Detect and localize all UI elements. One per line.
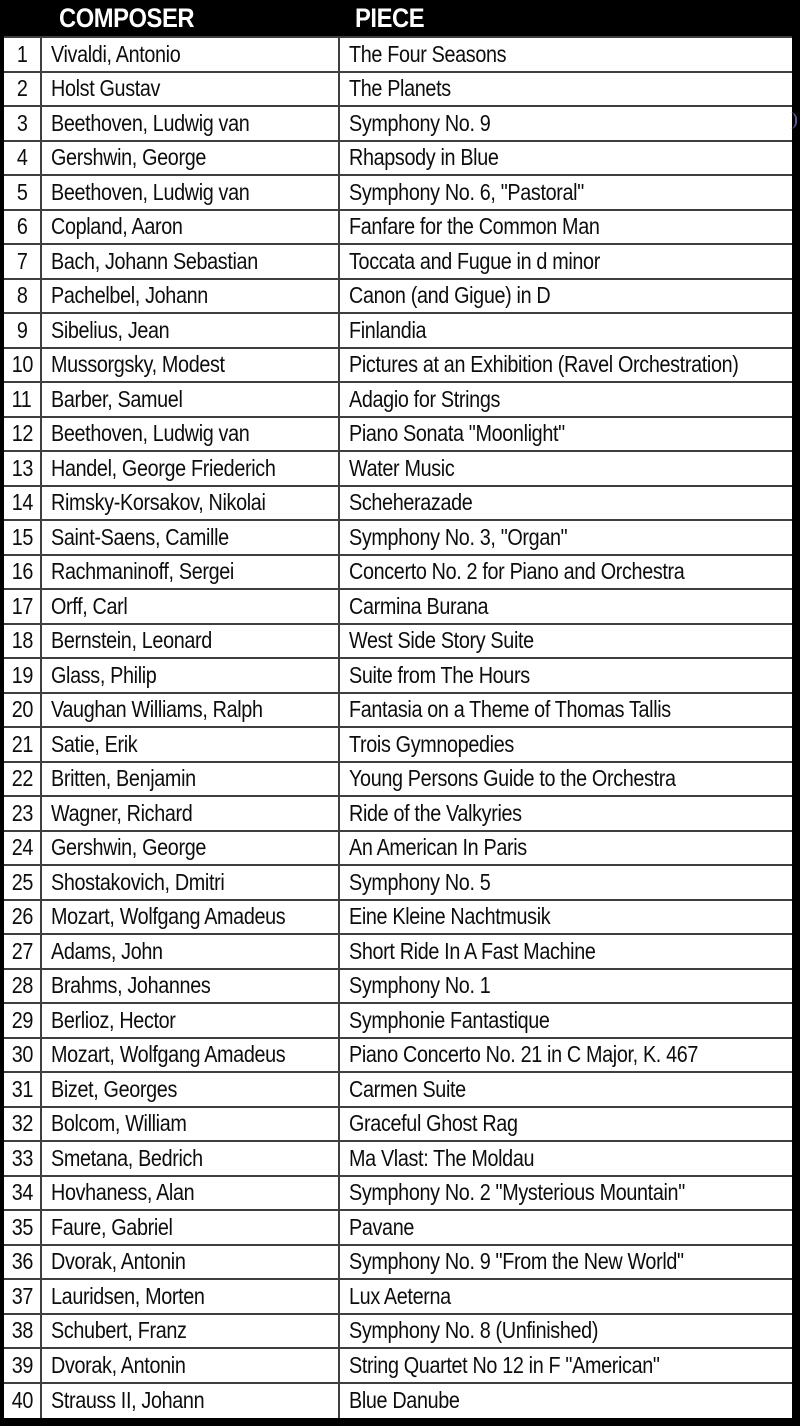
row-number-cell <box>4 38 42 71</box>
piece-name: Fantasia on a Theme of Thomas Tallis <box>349 696 671 723</box>
row-number: 10 <box>11 351 33 378</box>
row-number-cell <box>4 349 42 382</box>
number-column-header <box>4 0 42 36</box>
piece-cell <box>340 832 792 865</box>
piece-name: Carmen Suite <box>349 1075 466 1102</box>
table-row <box>4 280 792 315</box>
composer-name: Bizet, Georges <box>51 1075 178 1102</box>
table-row <box>4 383 792 418</box>
row-number: 9 <box>16 316 28 343</box>
row-number: 33 <box>11 1144 33 1171</box>
piece-cell <box>340 176 792 209</box>
piece-name: The Planets <box>349 75 451 102</box>
composer-name: Shostakovich, Dmitri <box>51 868 225 895</box>
composer-name: Smetana, Bedrich <box>51 1144 203 1171</box>
row-number: 31 <box>11 1075 33 1102</box>
piece-column-header <box>340 0 792 36</box>
piece-cell <box>340 314 792 347</box>
composer-name: Rachmaninoff, Sergei <box>51 558 234 585</box>
row-number-cell <box>4 142 42 175</box>
row-number: 26 <box>11 903 33 930</box>
table-row <box>4 1246 792 1281</box>
row-number-cell <box>4 590 42 623</box>
composer-name: Wagner, Richard <box>51 799 193 826</box>
composer-name: Bolcom, William <box>51 1110 187 1137</box>
table-row <box>4 176 792 211</box>
table-header <box>4 0 792 36</box>
composer-name: Holst Gustav <box>51 75 161 102</box>
row-number: 20 <box>11 696 33 723</box>
row-number: 29 <box>11 1006 33 1033</box>
piece-name: Short Ride In A Fast Machine <box>349 937 596 964</box>
table-row <box>4 797 792 832</box>
table-row <box>4 1211 792 1246</box>
composer-name: Bach, Johann Sebastian <box>51 247 258 274</box>
composer-name: Sibelius, Jean <box>51 316 170 343</box>
piece-cell <box>340 1073 792 1106</box>
row-number: 27 <box>11 937 33 964</box>
composer-name: Satie, Erik <box>51 730 138 757</box>
row-number-cell <box>4 1384 42 1419</box>
row-number: 39 <box>11 1351 33 1378</box>
piece-name: An American In Paris <box>349 834 527 861</box>
row-number: 5 <box>16 178 28 205</box>
table-row <box>4 349 792 384</box>
piece-cell <box>340 590 792 623</box>
row-number: 19 <box>11 661 33 688</box>
row-number: 13 <box>11 454 33 481</box>
row-number-cell <box>4 659 42 692</box>
table-row <box>4 73 792 108</box>
row-number: 23 <box>11 799 33 826</box>
row-number: 17 <box>11 592 33 619</box>
table-row <box>4 107 792 142</box>
table-row <box>4 1073 792 1108</box>
row-number-cell <box>4 763 42 796</box>
row-number-cell <box>4 866 42 899</box>
table-row <box>4 901 792 936</box>
composer-cell <box>42 797 340 830</box>
composer-cell <box>42 728 340 761</box>
row-number: 38 <box>11 1317 33 1344</box>
piece-cell <box>340 1384 792 1419</box>
composer-name: Schubert, Franz <box>51 1317 187 1344</box>
piece-cell <box>340 1004 792 1037</box>
row-number: 3 <box>16 109 28 136</box>
piece-name: Symphony No. 9 <box>349 109 491 136</box>
row-number: 15 <box>11 523 33 550</box>
row-number-cell <box>4 1004 42 1037</box>
piece-cell <box>340 1246 792 1279</box>
edge-artifact <box>788 112 797 129</box>
table-row <box>4 1142 792 1177</box>
row-number-cell <box>4 728 42 761</box>
composer-cell <box>42 935 340 968</box>
piece-cell <box>340 38 792 71</box>
table-row <box>4 556 792 591</box>
row-number-cell <box>4 280 42 313</box>
table-row <box>4 487 792 522</box>
piece-name: Water Music <box>349 454 455 481</box>
composer-cell <box>42 521 340 554</box>
row-number-cell <box>4 1142 42 1175</box>
row-number-cell <box>4 1039 42 1072</box>
piece-name: Ride of the Valkyries <box>349 799 522 826</box>
table-row <box>4 142 792 177</box>
composer-cell <box>42 866 340 899</box>
composer-cell <box>42 418 340 451</box>
composer-cell <box>42 556 340 589</box>
composer-name: Handel, George Friederich <box>51 454 276 481</box>
piece-name: Fanfare for the Common Man <box>349 213 600 240</box>
row-number: 14 <box>11 489 33 516</box>
composer-cell <box>42 832 340 865</box>
piece-name: Symphony No. 5 <box>349 868 491 895</box>
row-number: 11 <box>12 385 32 412</box>
composer-name: Dvorak, Antonin <box>51 1351 186 1378</box>
piece-cell <box>340 1142 792 1175</box>
row-number: 7 <box>16 247 28 274</box>
piece-cell <box>340 349 792 382</box>
table-row <box>4 418 792 453</box>
composer-name: Glass, Philip <box>51 661 157 688</box>
table-row <box>4 970 792 1005</box>
row-number-cell <box>4 314 42 347</box>
composer-cell <box>42 176 340 209</box>
row-number-cell <box>4 487 42 520</box>
table-row <box>4 625 792 660</box>
composer-name: Rimsky-Korsakov, Nikolai <box>51 489 266 516</box>
composer-name: Vivaldi, Antonio <box>51 40 181 67</box>
composer-cell <box>42 625 340 658</box>
row-number: 6 <box>16 213 28 240</box>
composer-cell <box>42 314 340 347</box>
composer-column-header <box>42 0 340 36</box>
row-number: 8 <box>16 282 28 309</box>
table-row <box>4 314 792 349</box>
table-row <box>4 728 792 763</box>
row-number-cell <box>4 176 42 209</box>
piece-cell <box>340 556 792 589</box>
row-number-cell <box>4 1211 42 1244</box>
piece-name: Symphony No. 1 <box>349 972 491 999</box>
composer-cell <box>42 1280 340 1313</box>
composer-cell <box>42 694 340 727</box>
row-number-cell <box>4 970 42 1003</box>
piece-name: Trois Gymnopedies <box>349 730 514 757</box>
piece-name: Blue Danube <box>349 1387 460 1414</box>
piece-name: Scheherazade <box>349 489 473 516</box>
composer-cell <box>42 487 340 520</box>
row-number: 28 <box>11 972 33 999</box>
row-number: 35 <box>11 1213 33 1240</box>
piece-cell <box>340 659 792 692</box>
table-row <box>4 866 792 901</box>
piece-cell <box>340 1211 792 1244</box>
composer-name: Beethoven, Ludwig van <box>51 109 250 136</box>
composer-name: Brahms, Johannes <box>51 972 211 999</box>
composer-name: Mozart, Wolfgang Amadeus <box>51 1041 286 1068</box>
table-row <box>4 1315 792 1350</box>
composer-cell <box>42 1039 340 1072</box>
row-number-cell <box>4 1177 42 1210</box>
composer-name: Lauridsen, Morten <box>51 1282 205 1309</box>
piece-cell <box>340 521 792 554</box>
composer-name: Gershwin, George <box>51 144 207 171</box>
composer-cell <box>42 1004 340 1037</box>
piece-cell <box>340 1108 792 1141</box>
piece-cell <box>340 1039 792 1072</box>
composer-name: Strauss II, Johann <box>51 1387 205 1414</box>
piece-cell <box>340 866 792 899</box>
row-number-cell <box>4 1349 42 1382</box>
composer-cell <box>42 901 340 934</box>
piece-name: Suite from The Hours <box>349 661 530 688</box>
row-number-cell <box>4 1280 42 1313</box>
piece-name: West Side Story Suite <box>349 627 534 654</box>
composer-cell <box>42 1177 340 1210</box>
piece-cell <box>340 694 792 727</box>
composer-name: Gershwin, George <box>51 834 207 861</box>
row-number: 2 <box>16 75 28 102</box>
composer-cell <box>42 1246 340 1279</box>
table-row <box>4 935 792 970</box>
piece-name: Symphony No. 2 "Mysterious Mountain" <box>349 1179 685 1206</box>
row-number: 36 <box>11 1248 33 1275</box>
piece-cell <box>340 383 792 416</box>
piece-name: Adagio for Strings <box>349 385 501 412</box>
row-number: 16 <box>11 558 33 585</box>
composer-name: Faure, Gabriel <box>51 1213 173 1240</box>
composer-name: Mozart, Wolfgang Amadeus <box>51 903 286 930</box>
composer-name: Barber, Samuel <box>51 385 183 412</box>
table-row <box>4 1280 792 1315</box>
composer-cell <box>42 1142 340 1175</box>
piece-cell <box>340 1280 792 1313</box>
row-number-cell <box>4 383 42 416</box>
table-row <box>4 245 792 280</box>
row-number-cell <box>4 1246 42 1279</box>
composer-name: Saint-Saens, Camille <box>51 523 229 550</box>
composer-name: Mussorgsky, Modest <box>51 351 225 378</box>
piece-cell <box>340 1349 792 1382</box>
table-row <box>4 590 792 625</box>
piece-name: Piano Sonata "Moonlight" <box>349 420 565 447</box>
row-number-cell <box>4 211 42 244</box>
table-row <box>4 694 792 729</box>
piece-cell <box>340 763 792 796</box>
composer-cell <box>42 280 340 313</box>
row-number-cell <box>4 694 42 727</box>
piece-name: Toccata and Fugue in d minor <box>349 247 600 274</box>
composer-cell <box>42 970 340 1003</box>
piece-cell <box>340 245 792 278</box>
composer-cell <box>42 107 340 140</box>
composer-cell <box>42 73 340 106</box>
piece-name: String Quartet No 12 in F "American" <box>349 1351 660 1378</box>
row-number: 37 <box>11 1282 33 1309</box>
composer-cell <box>42 38 340 71</box>
composer-cell <box>42 1211 340 1244</box>
row-number: 40 <box>11 1387 33 1414</box>
piece-name: Lux Aeterna <box>349 1282 451 1309</box>
piece-name: Finlandia <box>349 316 427 343</box>
composer-cell <box>42 1108 340 1141</box>
table-row <box>4 38 792 73</box>
piece-name: Rhapsody in Blue <box>349 144 499 171</box>
piece-cell <box>340 142 792 175</box>
piece-cell <box>340 418 792 451</box>
table-row <box>4 521 792 556</box>
table-row <box>4 211 792 246</box>
table-row <box>4 1108 792 1143</box>
composer-cell <box>42 590 340 623</box>
piece-name: Eine Kleine Nachtmusik <box>349 903 551 930</box>
row-number-cell <box>4 452 42 485</box>
row-number-cell <box>4 521 42 554</box>
composer-name: Adams, John <box>51 937 163 964</box>
piece-cell <box>340 1315 792 1348</box>
piece-name: Graceful Ghost Rag <box>349 1110 518 1137</box>
piece-name: Young Persons Guide to the Orchestra <box>349 765 676 792</box>
composer-cell <box>42 763 340 796</box>
piece-name: The Four Seasons <box>349 40 507 67</box>
row-number: 22 <box>11 765 33 792</box>
piece-cell <box>340 211 792 244</box>
row-number: 24 <box>11 834 33 861</box>
row-number: 32 <box>11 1110 33 1137</box>
piece-cell <box>340 280 792 313</box>
composer-cell <box>42 245 340 278</box>
composer-cell <box>42 383 340 416</box>
piece-cell <box>340 970 792 1003</box>
composer-cell <box>42 452 340 485</box>
piece-name: Piano Concerto No. 21 in C Major, K. 467 <box>349 1041 699 1068</box>
table-row <box>4 1004 792 1039</box>
row-number-cell <box>4 107 42 140</box>
row-number-cell <box>4 1073 42 1106</box>
piece-name: Symphony No. 3, "Organ" <box>349 523 568 550</box>
composer-cell <box>42 1349 340 1382</box>
composer-name: Berlioz, Hector <box>51 1006 176 1033</box>
table-row <box>4 1349 792 1384</box>
row-number-cell <box>4 73 42 106</box>
row-number-cell <box>4 625 42 658</box>
table-row <box>4 1039 792 1074</box>
piece-cell <box>340 73 792 106</box>
row-number-cell <box>4 935 42 968</box>
row-number-cell <box>4 901 42 934</box>
composer-name: Beethoven, Ludwig van <box>51 178 250 205</box>
piece-cell <box>340 1177 792 1210</box>
composer-cell <box>42 1384 340 1419</box>
row-number-cell <box>4 1108 42 1141</box>
row-number-cell <box>4 832 42 865</box>
piece-name: Carmina Burana <box>349 592 489 619</box>
row-number: 1 <box>16 40 28 67</box>
composer-cell <box>42 349 340 382</box>
table-body <box>4 36 792 1418</box>
composer-cell <box>42 659 340 692</box>
piece-name: Canon (and Gigue) in D <box>349 282 551 309</box>
table-row <box>4 763 792 798</box>
row-number: 34 <box>11 1179 33 1206</box>
row-number-cell <box>4 245 42 278</box>
piece-cell <box>340 107 792 140</box>
row-number: 25 <box>11 868 33 895</box>
table-row <box>4 659 792 694</box>
composer-name: Dvorak, Antonin <box>51 1248 186 1275</box>
piece-name: Symphony No. 8 (Unfinished) <box>349 1317 599 1344</box>
piece-name: Ma Vlast: The Moldau <box>349 1144 535 1171</box>
row-number: 30 <box>11 1041 33 1068</box>
composer-name: Britten, Benjamin <box>51 765 196 792</box>
row-number: 12 <box>11 420 33 447</box>
row-number: 4 <box>16 144 28 171</box>
composer-cell <box>42 1315 340 1348</box>
piece-name: Symphony No. 9 "From the New World" <box>349 1248 684 1275</box>
composer-cell <box>42 211 340 244</box>
row-number-cell <box>4 797 42 830</box>
composer-cell <box>42 142 340 175</box>
piece-cell <box>340 452 792 485</box>
piece-column-header-label: PIECE <box>355 2 425 33</box>
piece-name: Pictures at an Exhibition (Ravel Orchestration) <box>349 351 739 378</box>
table-row <box>4 1177 792 1212</box>
composer-cell <box>42 1073 340 1106</box>
row-number-cell <box>4 1315 42 1348</box>
piece-name: Pavane <box>349 1213 415 1240</box>
composer-name: Bernstein, Leonard <box>51 627 212 654</box>
row-number-cell <box>4 556 42 589</box>
composer-name: Hovhaness, Alan <box>51 1179 195 1206</box>
piece-name: Symphony No. 6, "Pastoral" <box>349 178 584 205</box>
piece-cell <box>340 901 792 934</box>
piece-cell <box>340 728 792 761</box>
piece-cell <box>340 625 792 658</box>
piece-cell <box>340 487 792 520</box>
composer-name: Beethoven, Ludwig van <box>51 420 250 447</box>
piece-name: Concerto No. 2 for Piano and Orchestra <box>349 558 685 585</box>
piece-cell <box>340 935 792 968</box>
table-row <box>4 832 792 867</box>
piece-name: Symphonie Fantastique <box>349 1006 550 1033</box>
composer-name: Copland, Aaron <box>51 213 183 240</box>
row-number: 18 <box>11 627 33 654</box>
composer-column-header-label: COMPOSER <box>59 2 195 33</box>
table-row <box>4 1384 792 1419</box>
composer-name: Orff, Carl <box>51 592 128 619</box>
composer-name: Pachelbel, Johann <box>51 282 208 309</box>
piece-cell <box>340 797 792 830</box>
row-number-cell <box>4 418 42 451</box>
composer-name: Vaughan Williams, Ralph <box>51 696 263 723</box>
table-row <box>4 452 792 487</box>
row-number: 21 <box>11 730 33 757</box>
